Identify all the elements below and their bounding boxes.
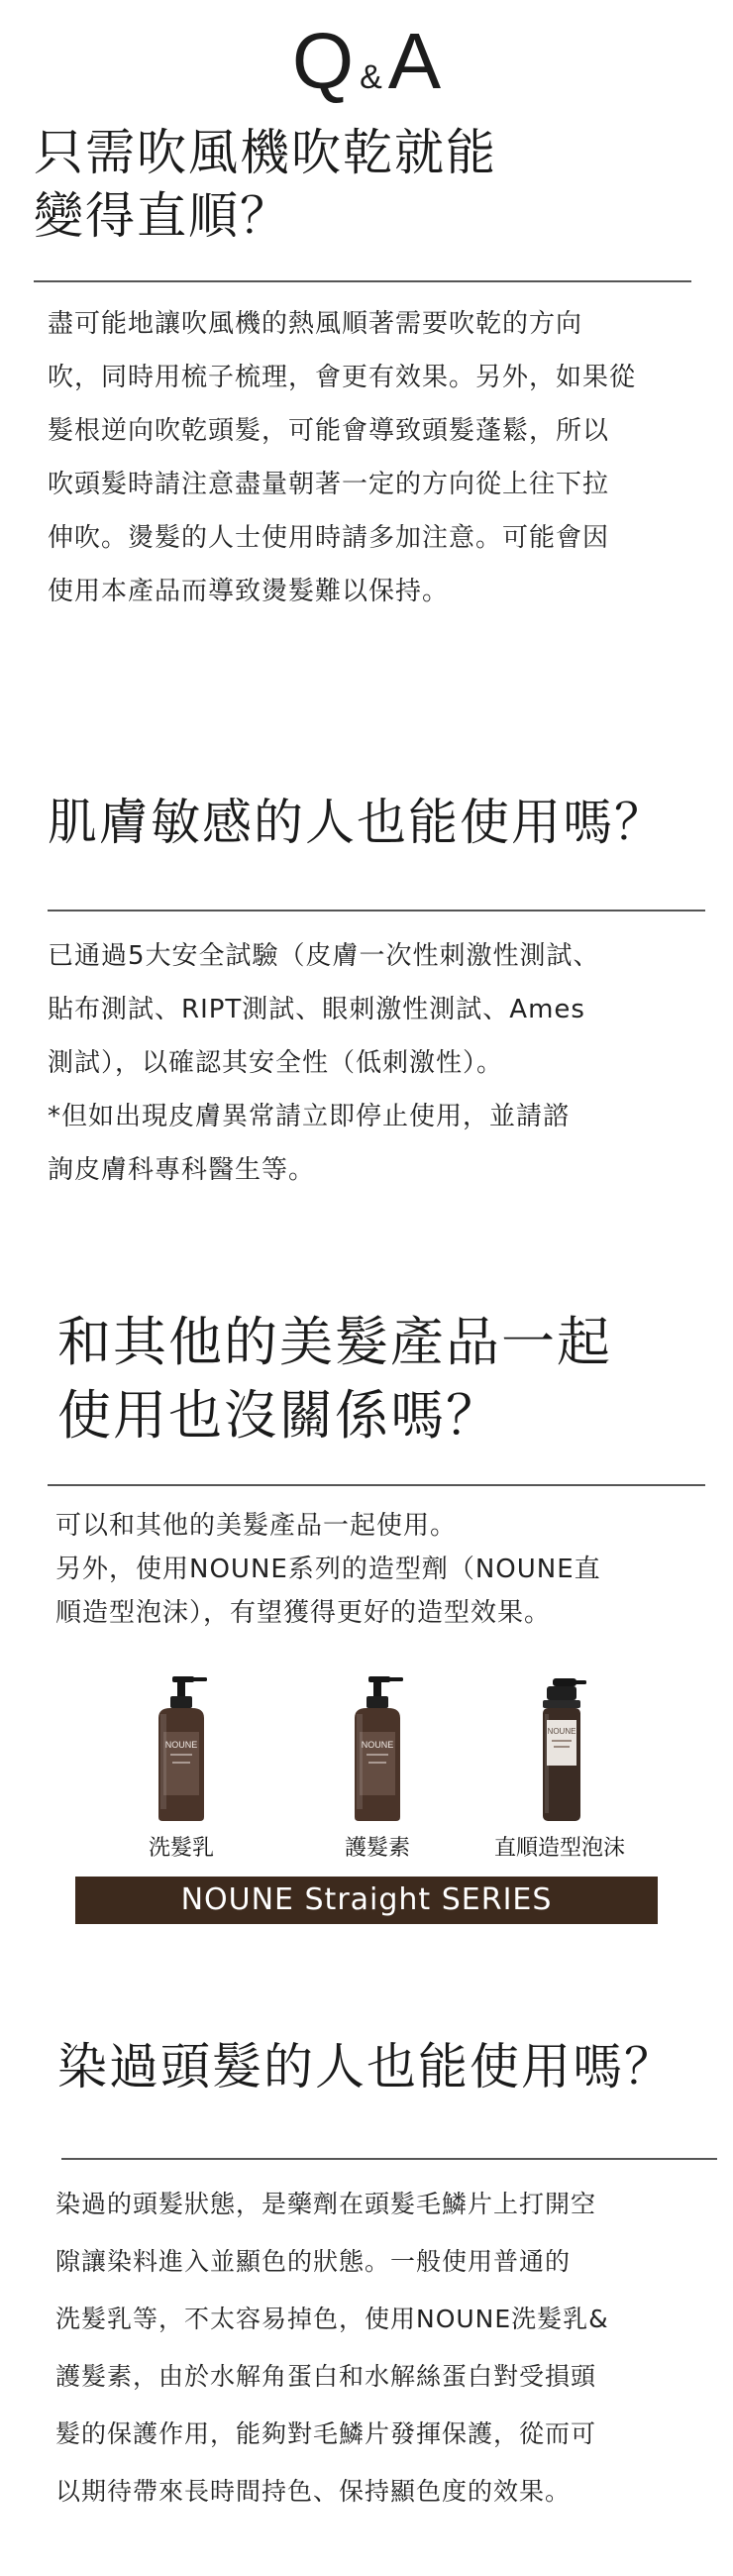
- answer-4-line-3: 洗髮乳等，不太容易掉色，使用NOUNE洗髮乳&: [55, 2305, 609, 2333]
- divider-4: [61, 2158, 717, 2160]
- question-3-line-2: 使用也沒關係嗎？: [57, 1384, 501, 1447]
- answer-1-line-1: 盡可能地讓吹風機的熱風順著需要吹乾的方向: [48, 309, 583, 339]
- divider-2: [48, 910, 705, 912]
- answer-2-line-3: 測試），以確認其安全性（低刺激性）。: [48, 1048, 504, 1078]
- answer-3-line-2: 另外，使用NOUNE系列的造型劑（NOUNE直: [55, 1555, 601, 1584]
- product-shampoo: [117, 1674, 246, 1862]
- answer-2: [48, 929, 600, 1197]
- answer-2-line-1: 已通過5大安全試驗（皮膚一次性刺激性測試、: [48, 941, 600, 971]
- answer-4-line-2: 隙讓染料進入並顯色的狀態。一般使用普通的: [55, 2247, 572, 2276]
- foam-bottle-icon: [525, 1674, 594, 1823]
- shampoo-bottle-icon: [147, 1674, 216, 1823]
- conditioner-bottle-icon: [343, 1674, 412, 1823]
- shampoo-bottle-brand: NOUNE: [164, 1740, 198, 1750]
- product-label-conditioner: 護髮素: [344, 1836, 410, 1861]
- product-label-styling-foam: 直順造型泡沫: [493, 1836, 625, 1861]
- qa-title-a: A: [387, 17, 442, 105]
- qa-title-amp: &: [360, 58, 382, 96]
- answer-1-line-4: 吹頭髮時請注意盡量朝著一定的方向從上往下拉: [48, 470, 610, 499]
- answer-3-line-3: 順造型泡沫），有望獲得更好的造型效果。: [55, 1598, 552, 1628]
- question-3: [57, 1306, 612, 1452]
- answer-2-line-2: 貼布測試、RIPT測試、眼刺激性測試、Ames: [48, 995, 585, 1024]
- qa-title-q: Q: [291, 17, 355, 105]
- product-styling-foam: [485, 1674, 634, 1862]
- divider-1: [34, 280, 691, 282]
- question-1: [34, 121, 497, 248]
- answer-4-line-1: 染過的頭髮狀態，是藥劑在頭髮毛鱗片上打開空: [55, 2190, 597, 2218]
- qa-title: [0, 17, 733, 105]
- product-conditioner: [313, 1674, 442, 1862]
- foam-bottle-brand: NOUNE: [547, 1727, 576, 1736]
- answer-4-line-6: 以期待帶來長時間持色、保持顯色度的效果。: [55, 2477, 572, 2506]
- question-2: [48, 791, 666, 854]
- question-2-line-1: 肌膚敏感的人也能使用嗎？: [48, 794, 666, 851]
- answer-1: [48, 297, 636, 618]
- product-label-shampoo: 洗髮乳: [148, 1836, 214, 1861]
- answer-1-line-5: 伸吹。燙髮的人士使用時請多加注意。可能會因: [48, 523, 610, 553]
- answer-3-line-1: 可以和其他的美髮產品一起使用。: [55, 1511, 458, 1541]
- divider-3: [48, 1484, 705, 1486]
- question-1-line-1: 只需吹風機吹乾就能: [34, 124, 497, 181]
- answer-1-line-2: 吹，同時用梳子梳理，會更有效果。另外，如果從: [48, 363, 637, 392]
- answer-2-line-4: *但如出現皮膚異常請立即停止使用，並請諮: [48, 1102, 571, 1131]
- answer-4-line-4: 護髮素，由於水解角蛋白和水解絲蛋白對受損頭: [55, 2362, 597, 2391]
- question-4: [57, 2035, 676, 2098]
- answer-4-line-5: 髮的保護作用，能夠對毛鱗片發揮保護，從而可: [55, 2419, 597, 2448]
- answer-4: [55, 2176, 609, 2521]
- question-4-line-1: 染過頭髮的人也能使用嗎？: [57, 2038, 676, 2095]
- answer-2-line-5: 詢皮膚科專科醫生等。: [48, 1155, 316, 1185]
- question-3-line-1: 和其他的美髮產品一起: [57, 1311, 612, 1373]
- question-1-line-2: 變得直順？: [34, 187, 291, 245]
- answer-3: [55, 1504, 601, 1635]
- answer-1-line-3: 髮根逆向吹乾頭髮，可能會導致頭髮蓬鬆，所以: [48, 416, 610, 446]
- series-banner: NOUNE Straight SERIES: [75, 1877, 658, 1924]
- conditioner-bottle-brand: NOUNE: [361, 1740, 394, 1750]
- answer-1-line-6: 使用本產品而導致燙髮難以保持。: [48, 577, 450, 606]
